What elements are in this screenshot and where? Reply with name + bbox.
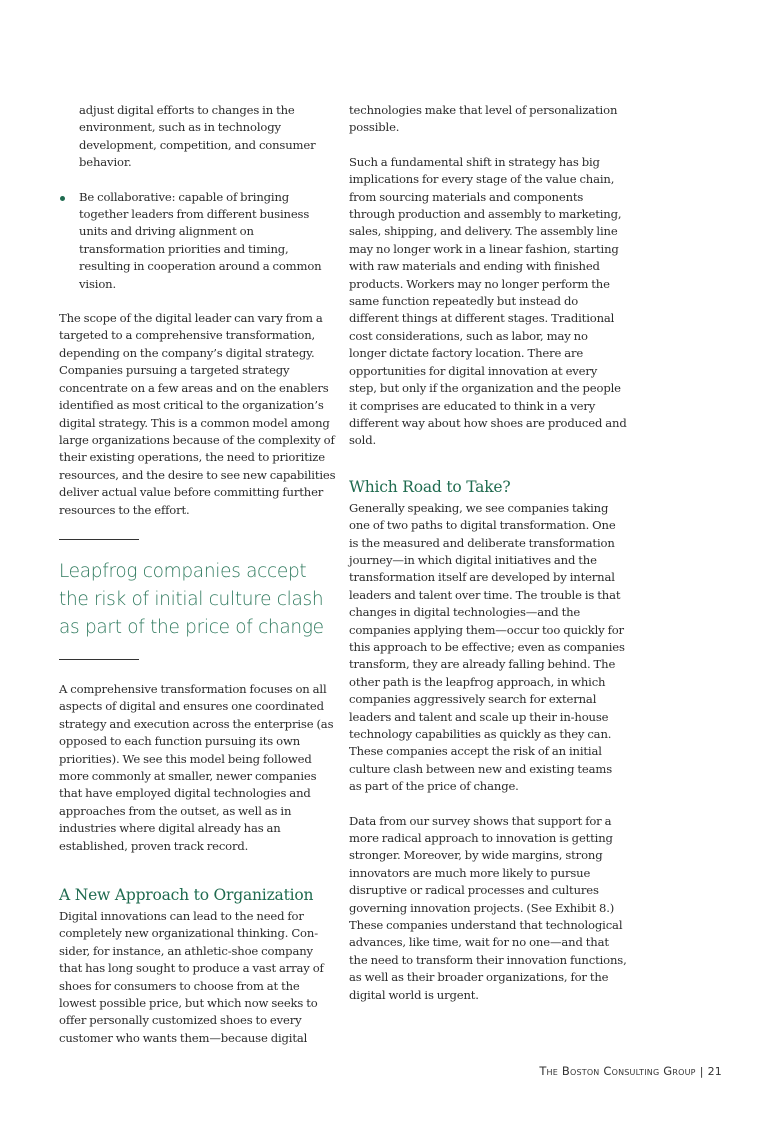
footer-organization: The Boston Consulting Group	[539, 1064, 696, 1078]
pullquote: Leapfrog companies accept the risk of initial culture clash as part of the price of change	[59, 560, 324, 638]
bullet-list-item	[59, 189, 337, 293]
page-number: 21	[707, 1065, 722, 1078]
pullquote-top-rule	[59, 539, 139, 540]
bullet-continuation-text: adjust digital efforts to changes in the environment, such as in technology development, competition, and consumer behavior.	[79, 103, 316, 170]
paragraph-digital-innovations: Digital innovations can lead to the need for completely new organizational thinking. Consider, for instance, an athletic-shoe company that has long sought to produce a vast array of shoes for consumers to choose from at the lowest possible price, but which now seeks to offer personally customized shoes to every customer who wants them—because digital	[59, 909, 324, 1045]
paragraph-data-survey: Data from our survey shows that support for a more radical approach to innovation is getting stronger. Moreover, by wide margins, strong innovators are much more likely to pursue disruptive or radical processes and cultures governing innovation projects. (See Exhibit 8.) These companies understand that technological advances, like time, wait for no one—and that the need to transform their innovation functions, as well as their broader organizations, for the digital world is urgent.	[349, 813, 627, 1002]
pullquote-bottom-rule	[59, 659, 139, 660]
page-footer	[539, 1064, 722, 1078]
bullet-item-text: Be collaborative: capable of bringing together leaders from different business units and driving alignment on transformation priorities and timing, resulting in cooperation around a common vision.	[79, 189, 322, 291]
footer-separator: |	[699, 1065, 704, 1078]
paragraph-scope: The scope of the digital leader can vary from a targeted to a comprehensive transformation, depending on the company’s digital strategy. Companies pursuing a targeted strategy concentrate on a few areas and on the enablers identified as most critical to the organization’s digital strategy. This is a common model among large organizations because of the complexity of their existing operations, the need to prioritize resources, and the desire to see new capabilities deliver actual value before committing further resources to the effort.	[59, 311, 336, 517]
paragraph-fundamental-shift: Such a fundamental shift in strategy has big implications for every stage of the value chain, from sourcing materials and components through production and assembly to marketing, sales, shipping, and delivery. The assembly line may no longer work in a linear fashion, starting with raw materials and ending with finished products. Workers may no longer perform the same function repeatedly but instead do different things at different stages. Traditional cost considerations, such as labor, may no longer dictate factory location. There are opportunities for digital innovation at every step, but only if the organization and the people it comprises are educated to think in a very different way about how shoes are produced and sold.	[349, 154, 627, 448]
section-heading-new-approach: A New Approach to Organization	[59, 886, 314, 904]
paragraph-comprehensive: A comprehensive transformation focuses on all aspects of digital and ensures one coordinated strategy and execution across the enterprise (as opposed to each function pursuing its own priorities). We see this model being followed more commonly at smaller, newer companies that have employed digital technologies and approaches from the outset, as well as in industries where digital already has an established, proven track record.	[59, 681, 334, 853]
paragraph-generally-speaking: Generally speaking, we see companies taking one of two paths to digital transformation. One is the measured and deliberate transformation journey—in which digital initiatives and the transformation itself are developed by internal leaders and talent over time. The trouble is that changes in digital technologies—and the companies applying them—occur too quickly for this approach to be effective; even as companies transform, they are already falling behind. The other path is the leapfrog approach, in which companies aggressively search for external leaders and talent and scale up their in-house technology capabilities as quickly as they can. These companies accept the risk of an initial culture clash between new and existing teams as part of the price of change.	[349, 500, 625, 794]
paragraph-continuation: technologies make that level of personalization possible.	[349, 103, 618, 135]
section-heading-which-road: Which Road to Take?	[349, 477, 511, 496]
right-column	[349, 102, 627, 1004]
left-column	[59, 102, 337, 1047]
bullet-dot-icon	[60, 196, 65, 201]
